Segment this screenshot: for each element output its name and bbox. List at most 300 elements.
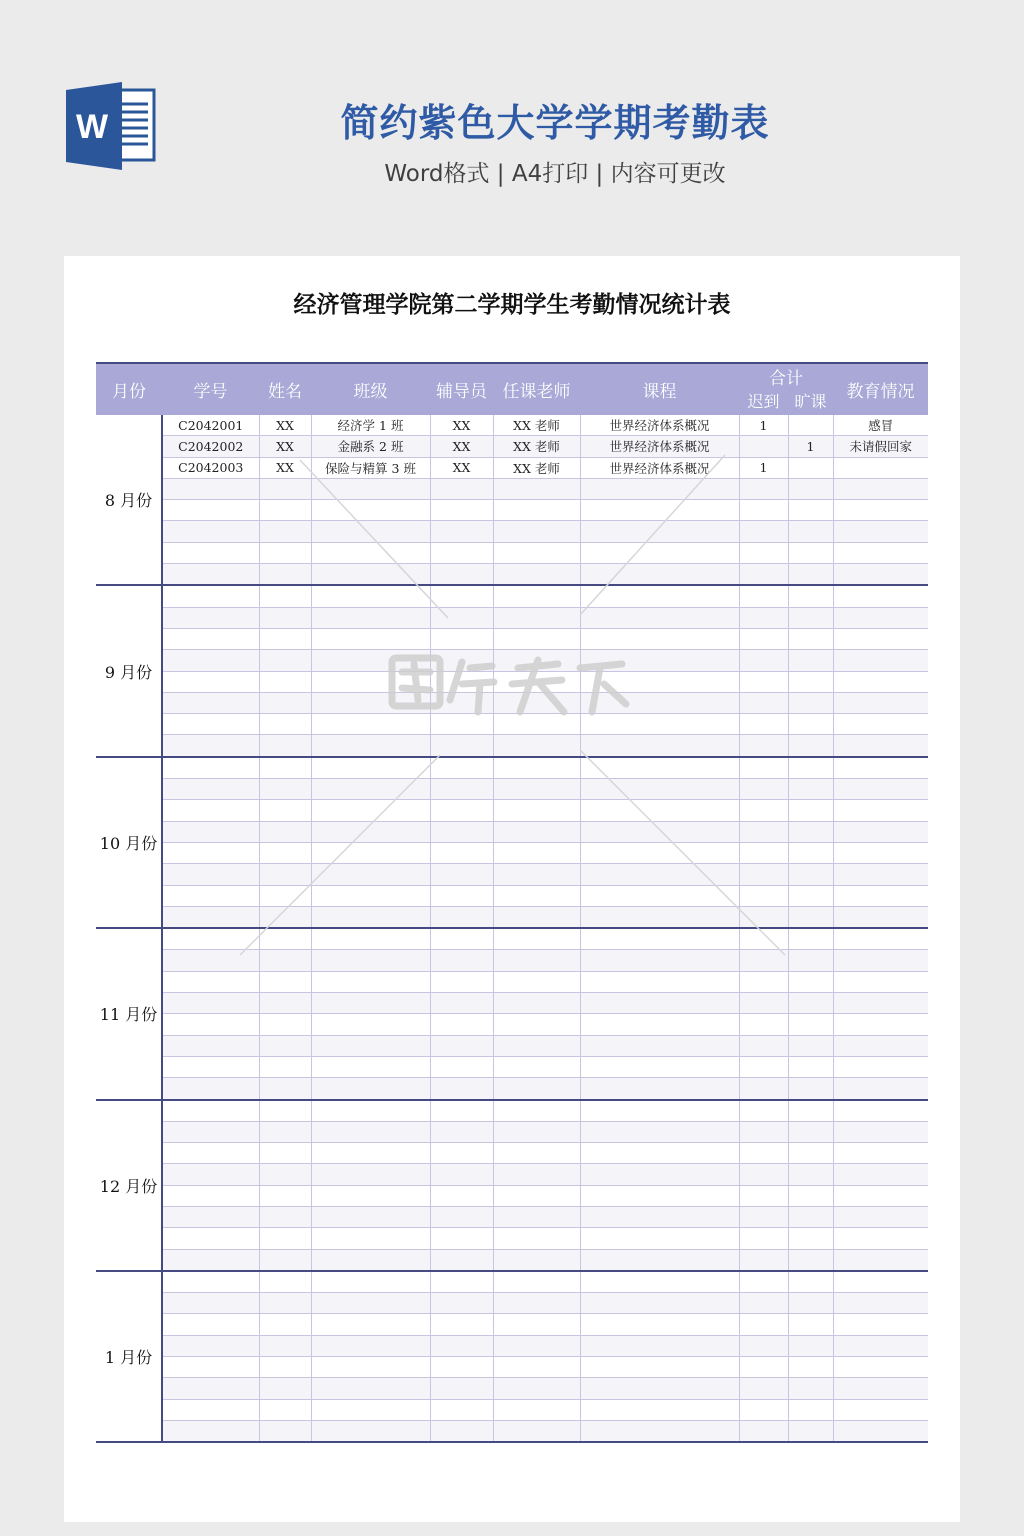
cell-late	[739, 1271, 788, 1293]
cell-absent	[788, 1293, 833, 1314]
cell-counselor	[430, 779, 493, 800]
cell-student-id	[162, 542, 259, 563]
table-row	[96, 885, 928, 906]
cell-student-id	[162, 1271, 259, 1293]
cell-class	[311, 1357, 430, 1378]
cell-counselor	[430, 885, 493, 906]
cell-teacher	[493, 950, 580, 971]
cell-education	[833, 692, 928, 713]
cell-class	[311, 607, 430, 628]
cell-teacher	[493, 542, 580, 563]
cell-name	[259, 1121, 311, 1142]
cell-late	[739, 1035, 788, 1056]
cell-teacher	[493, 928, 580, 950]
cell-course	[580, 1271, 739, 1293]
cell-teacher	[493, 585, 580, 607]
cell-course	[580, 1035, 739, 1056]
cell-late	[739, 1056, 788, 1077]
cell-course	[580, 1164, 739, 1185]
cell-student-id: C2042001	[162, 415, 259, 436]
cell-education	[833, 1420, 928, 1442]
cell-late	[739, 1100, 788, 1122]
cell-course	[580, 607, 739, 628]
cell-education	[833, 1249, 928, 1271]
cell-absent	[788, 564, 833, 586]
cell-name	[259, 585, 311, 607]
cell-class	[311, 1206, 430, 1227]
cell-absent	[788, 1399, 833, 1420]
cell-course	[580, 1143, 739, 1164]
cell-name	[259, 1335, 311, 1356]
cell-education	[833, 1185, 928, 1206]
cell-education	[833, 950, 928, 971]
cell-late	[739, 542, 788, 563]
cell-course	[580, 1185, 739, 1206]
cell-teacher	[493, 735, 580, 757]
cell-course	[580, 564, 739, 586]
cell-student-id	[162, 950, 259, 971]
cell-absent	[788, 993, 833, 1014]
cell-absent	[788, 1420, 833, 1442]
cell-late	[739, 1293, 788, 1314]
cell-course	[580, 779, 739, 800]
cell-education	[833, 714, 928, 735]
cell-counselor	[430, 1314, 493, 1335]
cell-course	[580, 1293, 739, 1314]
table-row	[96, 650, 928, 671]
cell-absent	[788, 1378, 833, 1399]
cell-student-id	[162, 779, 259, 800]
cell-counselor	[430, 993, 493, 1014]
cell-name	[259, 607, 311, 628]
cell-class	[311, 885, 430, 906]
table-row	[96, 1271, 928, 1293]
cell-absent	[788, 906, 833, 928]
cell-late: 1	[739, 415, 788, 436]
table-row	[96, 1314, 928, 1335]
cell-education	[833, 650, 928, 671]
cell-absent	[788, 457, 833, 478]
cell-teacher	[493, 1100, 580, 1122]
table-row	[96, 1035, 928, 1056]
cell-counselor	[430, 585, 493, 607]
cell-teacher	[493, 1164, 580, 1185]
cell-education	[833, 1293, 928, 1314]
cell-student-id	[162, 1357, 259, 1378]
cell-late	[739, 628, 788, 649]
month-label: 9 月份	[96, 585, 162, 756]
cell-class	[311, 928, 430, 950]
cell-name	[259, 521, 311, 542]
month-label: 12 月份	[96, 1100, 162, 1271]
cell-counselor	[430, 692, 493, 713]
cell-absent: 1	[788, 436, 833, 457]
cell-counselor	[430, 971, 493, 992]
cell-education	[833, 885, 928, 906]
cell-teacher	[493, 1399, 580, 1420]
cell-teacher	[493, 500, 580, 521]
cell-class: 经济学 1 班	[311, 415, 430, 436]
cell-class	[311, 842, 430, 863]
cell-student-id	[162, 564, 259, 586]
cell-teacher	[493, 1357, 580, 1378]
cell-teacher	[493, 1121, 580, 1142]
cell-student-id	[162, 1185, 259, 1206]
cell-education	[833, 1357, 928, 1378]
cell-class	[311, 906, 430, 928]
cell-education	[833, 971, 928, 992]
cell-teacher	[493, 1014, 580, 1035]
cell-education	[833, 1056, 928, 1077]
cell-class	[311, 585, 430, 607]
cell-class	[311, 757, 430, 779]
cell-name	[259, 1206, 311, 1227]
cell-class	[311, 1100, 430, 1122]
table-row	[96, 864, 928, 885]
cell-counselor	[430, 864, 493, 885]
cell-late	[739, 1143, 788, 1164]
cell-education	[833, 906, 928, 928]
cell-course	[580, 950, 739, 971]
cell-teacher	[493, 971, 580, 992]
cell-student-id	[162, 650, 259, 671]
header-late: 迟到	[739, 389, 788, 415]
cell-class	[311, 950, 430, 971]
table-row	[96, 842, 928, 863]
cell-class	[311, 1078, 430, 1100]
cell-course	[580, 1121, 739, 1142]
table-row	[96, 1378, 928, 1399]
table-row	[96, 1143, 928, 1164]
month-label: 11 月份	[96, 928, 162, 1099]
cell-name: XX	[259, 457, 311, 478]
cell-late	[739, 1206, 788, 1227]
cell-teacher	[493, 1335, 580, 1356]
cell-late	[739, 585, 788, 607]
cell-absent	[788, 500, 833, 521]
cell-absent	[788, 1249, 833, 1271]
table-row	[96, 521, 928, 542]
cell-teacher	[493, 1078, 580, 1100]
table-row	[96, 1121, 928, 1142]
cell-education	[833, 1206, 928, 1227]
cell-class	[311, 1335, 430, 1356]
cell-absent	[788, 585, 833, 607]
cell-absent	[788, 1035, 833, 1056]
cell-course	[580, 521, 739, 542]
table-row	[96, 993, 928, 1014]
cell-course	[580, 993, 739, 1014]
cell-counselor	[430, 628, 493, 649]
cell-counselor	[430, 542, 493, 563]
cell-education	[833, 521, 928, 542]
cell-education	[833, 628, 928, 649]
cell-education	[833, 1014, 928, 1035]
cell-teacher	[493, 714, 580, 735]
banner-subtitle: Word格式 | A4打印 | 内容可更改	[384, 161, 726, 187]
cell-student-id	[162, 1035, 259, 1056]
table-row	[96, 628, 928, 649]
cell-student-id	[162, 1056, 259, 1077]
cell-student-id	[162, 478, 259, 499]
table-row	[96, 692, 928, 713]
table-row	[96, 542, 928, 563]
cell-course	[580, 1206, 739, 1227]
cell-teacher	[493, 1185, 580, 1206]
cell-class	[311, 971, 430, 992]
cell-absent	[788, 885, 833, 906]
table-row	[96, 971, 928, 992]
cell-course	[580, 757, 739, 779]
cell-course	[580, 1357, 739, 1378]
cell-student-id	[162, 757, 259, 779]
cell-course	[580, 650, 739, 671]
cell-student-id	[162, 692, 259, 713]
cell-name	[259, 1100, 311, 1122]
cell-counselor	[430, 1100, 493, 1122]
cell-class	[311, 628, 430, 649]
table-row	[96, 1185, 928, 1206]
cell-course	[580, 1100, 739, 1122]
cell-course	[580, 821, 739, 842]
cell-course	[580, 864, 739, 885]
cell-late	[739, 650, 788, 671]
cell-absent	[788, 950, 833, 971]
cell-name	[259, 885, 311, 906]
cell-student-id	[162, 800, 259, 821]
cell-course	[580, 671, 739, 692]
cell-education	[833, 757, 928, 779]
cell-late	[739, 1335, 788, 1356]
cell-student-id	[162, 885, 259, 906]
cell-course	[580, 971, 739, 992]
cell-late	[739, 1420, 788, 1442]
cell-student-id	[162, 585, 259, 607]
cell-name	[259, 928, 311, 950]
cell-absent	[788, 842, 833, 863]
cell-class	[311, 1164, 430, 1185]
cell-counselor	[430, 564, 493, 586]
cell-late	[739, 714, 788, 735]
cell-late	[739, 1014, 788, 1035]
table-row	[96, 735, 928, 757]
cell-counselor	[430, 1399, 493, 1420]
cell-name	[259, 757, 311, 779]
cell-student-id	[162, 1206, 259, 1227]
cell-teacher	[493, 1293, 580, 1314]
cell-name	[259, 1143, 311, 1164]
table-row	[96, 1078, 928, 1100]
header-course: 课程	[580, 363, 739, 415]
cell-absent	[788, 779, 833, 800]
cell-name	[259, 1314, 311, 1335]
cell-absent	[788, 1271, 833, 1293]
cell-education	[833, 779, 928, 800]
cell-absent	[788, 800, 833, 821]
cell-counselor	[430, 1164, 493, 1185]
cell-education	[833, 542, 928, 563]
cell-class	[311, 542, 430, 563]
cell-absent	[788, 735, 833, 757]
cell-teacher	[493, 564, 580, 586]
cell-teacher	[493, 1143, 580, 1164]
cell-class	[311, 1056, 430, 1077]
table-row	[96, 1014, 928, 1035]
cell-late	[739, 671, 788, 692]
cell-name	[259, 1357, 311, 1378]
cell-course: 世界经济体系概况	[580, 415, 739, 436]
attendance-table	[96, 362, 928, 1443]
cell-name	[259, 714, 311, 735]
cell-counselor	[430, 928, 493, 950]
table-row	[96, 1206, 928, 1227]
table-row	[96, 928, 928, 950]
cell-absent	[788, 692, 833, 713]
cell-student-id	[162, 971, 259, 992]
cell-counselor	[430, 478, 493, 499]
cell-class	[311, 671, 430, 692]
cell-absent	[788, 1164, 833, 1185]
cell-name	[259, 628, 311, 649]
cell-course	[580, 692, 739, 713]
cell-absent	[788, 1206, 833, 1227]
cell-student-id	[162, 671, 259, 692]
month-label: 8 月份	[96, 415, 162, 585]
cell-course	[580, 928, 739, 950]
table-row	[96, 1164, 928, 1185]
cell-name	[259, 1293, 311, 1314]
cell-education	[833, 800, 928, 821]
cell-late	[739, 436, 788, 457]
table-row	[96, 585, 928, 607]
table-row	[96, 457, 928, 478]
cell-teacher	[493, 1228, 580, 1249]
cell-course	[580, 1314, 739, 1335]
cell-class: 金融系 2 班	[311, 436, 430, 457]
cell-absent	[788, 650, 833, 671]
cell-name	[259, 671, 311, 692]
cell-student-id	[162, 928, 259, 950]
cell-late	[739, 971, 788, 992]
word-logo-letter: W	[75, 108, 109, 146]
cell-student-id	[162, 1399, 259, 1420]
cell-student-id	[162, 1164, 259, 1185]
cell-absent	[788, 1014, 833, 1035]
cell-name	[259, 971, 311, 992]
cell-name	[259, 1228, 311, 1249]
cell-student-id	[162, 821, 259, 842]
cell-teacher	[493, 1249, 580, 1271]
header-absent: 旷课	[788, 389, 833, 415]
cell-late	[739, 1399, 788, 1420]
cell-absent	[788, 757, 833, 779]
cell-name	[259, 779, 311, 800]
cell-late	[739, 564, 788, 586]
cell-education	[833, 1100, 928, 1122]
cell-education	[833, 607, 928, 628]
cell-counselor	[430, 735, 493, 757]
cell-education	[833, 500, 928, 521]
cell-teacher	[493, 842, 580, 863]
cell-student-id	[162, 1249, 259, 1271]
cell-late	[739, 735, 788, 757]
cell-absent	[788, 1228, 833, 1249]
cell-student-id	[162, 993, 259, 1014]
cell-course: 世界经济体系概况	[580, 457, 739, 478]
cell-name: XX	[259, 415, 311, 436]
cell-absent	[788, 1314, 833, 1335]
cell-class	[311, 1399, 430, 1420]
cell-absent	[788, 415, 833, 436]
cell-teacher	[493, 800, 580, 821]
cell-late	[739, 757, 788, 779]
cell-class	[311, 692, 430, 713]
cell-absent	[788, 971, 833, 992]
cell-name: XX	[259, 436, 311, 457]
cell-name	[259, 1271, 311, 1293]
cell-course	[580, 1335, 739, 1356]
cell-education	[833, 1335, 928, 1356]
cell-student-id	[162, 1228, 259, 1249]
cell-class	[311, 564, 430, 586]
cell-education	[833, 1078, 928, 1100]
cell-course	[580, 1249, 739, 1271]
cell-class	[311, 478, 430, 499]
cell-class	[311, 1378, 430, 1399]
cell-late	[739, 1357, 788, 1378]
cell-course	[580, 800, 739, 821]
table-row	[96, 1357, 928, 1378]
banner-title: 简约紫色大学学期考勤表	[340, 101, 770, 145]
cell-counselor	[430, 1014, 493, 1035]
cell-late	[739, 950, 788, 971]
cell-teacher	[493, 885, 580, 906]
header-education: 教育情况	[833, 363, 928, 415]
cell-late	[739, 906, 788, 928]
cell-name	[259, 500, 311, 521]
cell-class	[311, 1035, 430, 1056]
table-row	[96, 564, 928, 586]
cell-education	[833, 1121, 928, 1142]
cell-course	[580, 628, 739, 649]
cell-student-id	[162, 500, 259, 521]
cell-teacher	[493, 779, 580, 800]
cell-absent	[788, 714, 833, 735]
cell-late	[739, 1078, 788, 1100]
cell-absent	[788, 628, 833, 649]
cell-student-id	[162, 1378, 259, 1399]
cell-absent	[788, 607, 833, 628]
cell-late	[739, 821, 788, 842]
table-row	[96, 607, 928, 628]
cell-absent	[788, 478, 833, 499]
cell-student-id	[162, 1420, 259, 1442]
cell-counselor	[430, 714, 493, 735]
cell-course	[580, 1056, 739, 1077]
cell-education	[833, 1035, 928, 1056]
cell-student-id	[162, 842, 259, 863]
cell-late	[739, 800, 788, 821]
cell-absent	[788, 821, 833, 842]
cell-late	[739, 885, 788, 906]
cell-education: 未请假回家	[833, 436, 928, 457]
cell-name	[259, 864, 311, 885]
cell-class: 保险与精算 3 班	[311, 457, 430, 478]
cell-teacher	[493, 1271, 580, 1293]
cell-absent	[788, 1100, 833, 1122]
cell-late	[739, 1164, 788, 1185]
cell-late	[739, 864, 788, 885]
